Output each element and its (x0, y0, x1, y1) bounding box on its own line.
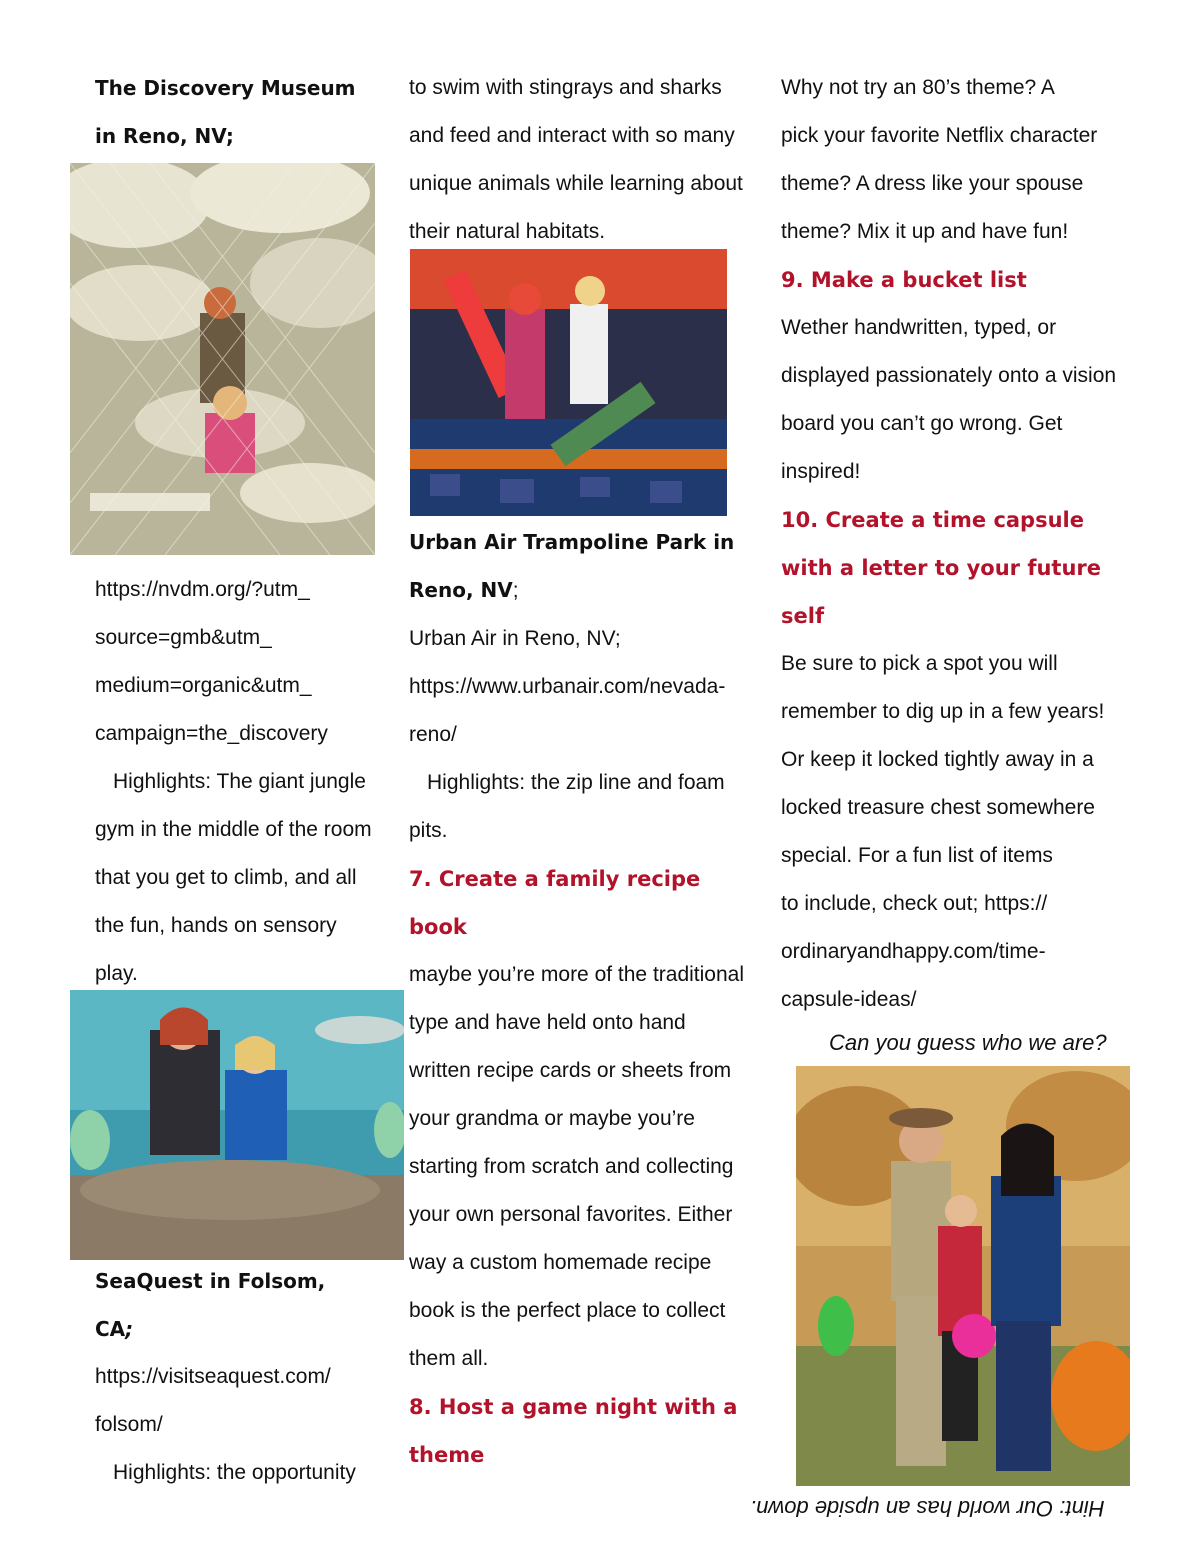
section-7-title-line-1: 7. Create a family recipe (409, 867, 701, 891)
section-9-body-line-1: Wether handwritten, typed, or (781, 316, 1057, 339)
section-9-body-line-4: inspired! (781, 460, 861, 483)
seaquest-continued-line-1: to swim with stingrays and sharks (409, 76, 722, 99)
discovery-highlights-line-1: Highlights: The giant jungle (113, 770, 366, 793)
game-night-line-2: pick your favorite Netflix character (781, 124, 1098, 147)
section-7-body-line-5: starting from scratch and collecting (409, 1155, 734, 1178)
urban-air-details (409, 518, 769, 1479)
section-10-body-line-1: Be sure to pick a spot you will (781, 652, 1058, 675)
seaquest-details (95, 1257, 395, 1497)
seaquest-continued-line-3: unique animals while learning about (409, 172, 743, 195)
seaquest-url-line-1[interactable]: https://visitseaquest.com/ (95, 1365, 331, 1388)
section-10-title-line-3: self (781, 604, 825, 628)
section-9-title: 9. Make a bucket list (781, 268, 1027, 292)
discovery-url-line-3[interactable]: medium=organic&utm_ (95, 674, 312, 697)
column-2-intro (409, 64, 769, 256)
discovery-highlights-line-5: play. (95, 962, 138, 985)
urban-air-heading: Urban Air Trampoline Park in (409, 530, 735, 554)
section-10-body-line-8[interactable]: capsule-ideas/ (781, 988, 917, 1011)
family-costume-photo (796, 1066, 1130, 1486)
section-9-body-line-2: displayed passionately onto a vision (781, 364, 1117, 387)
section-7-title-line-2: book (409, 915, 467, 939)
discovery-url-line-4[interactable]: campaign=the_discovery (95, 722, 328, 745)
photo-caption: Can you guess who we are? (829, 1030, 1107, 1055)
seaquest-highlights: Highlights: the opportunity (113, 1461, 356, 1484)
urban-air-photo (410, 249, 727, 516)
seaquest-heading: SeaQuest in Folsom, (95, 1269, 326, 1293)
section-7-body-line-8: book is the perfect place to collect (409, 1299, 726, 1322)
section-10-body-line-3: Or keep it locked tightly away in a (781, 748, 1094, 771)
column-3 (781, 64, 1141, 1024)
discovery-museum-location: in Reno, NV; (95, 124, 234, 148)
discovery-museum-heading: The Discovery Museum (95, 76, 356, 100)
seaquest-location (95, 1305, 395, 1353)
upside-down-hint: Hint: Our world has an upside down. (750, 1496, 1105, 1521)
seaquest-continued-line-2: and feed and interact with so many (409, 124, 735, 147)
section-8-title-line-2: theme (409, 1443, 485, 1467)
section-10-body-line-5: special. For a fun list of items (781, 844, 1053, 867)
section-9-body-line-3: board you can’t go wrong. Get (781, 412, 1063, 435)
urban-air-highlights-line-2: pits. (409, 819, 448, 842)
section-7-body-line-2: type and have held onto hand (409, 1011, 686, 1034)
discovery-museum-photo (70, 163, 375, 555)
discovery-highlights-line-3: that you get to climb, and all (95, 866, 357, 889)
discovery-url-line-2[interactable]: source=gmb&utm_ (95, 626, 272, 649)
section-7-body-line-7: way a custom homemade recipe (409, 1251, 712, 1274)
section-10-title-line-1: 10. Create a time capsule (781, 508, 1084, 532)
urban-air-line-1: Urban Air in Reno, NV; (409, 627, 621, 650)
discovery-url-line-1[interactable]: https://nvdm.org/?utm_ (95, 578, 310, 601)
section-7-body-line-1: maybe you’re more of the traditional (409, 963, 745, 986)
seaquest-continued-line-4: their natural habitats. (409, 220, 606, 243)
seaquest-url-line-2[interactable]: folsom/ (95, 1413, 163, 1436)
seaquest-state: CA (95, 1317, 126, 1341)
section-10-body-line-4: locked treasure chest somewhere (781, 796, 1095, 819)
discovery-highlights-line-4: the fun, hands on sensory (95, 914, 337, 937)
game-night-line-4: theme? Mix it up and have fun! (781, 220, 1069, 243)
section-10-body-line-2: remember to dig up in a few years! (781, 700, 1105, 723)
seaquest-state-suffix: ; (125, 1317, 134, 1341)
urban-air-url-line-2[interactable]: reno/ (409, 723, 457, 746)
section-7-body-line-4: your grandma or maybe you’re (409, 1107, 695, 1130)
urban-air-url-line-1[interactable]: https://www.urbanair.com/nevada- (409, 675, 726, 698)
urban-air-highlights-line-1: Highlights: the zip line and foam (427, 771, 725, 794)
section-7-body-line-9: them all. (409, 1347, 489, 1370)
seaquest-photo (70, 990, 404, 1260)
urban-air-location (409, 566, 769, 615)
section-10-title-line-2: with a letter to your future (781, 556, 1101, 580)
section-7-body-line-6: your own personal favorites. Either (409, 1203, 733, 1226)
game-night-line-1: Why not try an 80’s theme? A (781, 76, 1055, 99)
section-10-body-line-6[interactable]: to include, check out; https:// (781, 892, 1048, 915)
game-night-line-3: theme? A dress like your spouse (781, 172, 1084, 195)
discovery-museum-details (95, 566, 395, 998)
column-1 (95, 64, 395, 160)
urban-air-location-suffix: ; (512, 579, 519, 602)
section-10-body-line-7[interactable]: ordinaryandhappy.com/time- (781, 940, 1046, 963)
urban-air-location-name: Reno, NV (409, 578, 513, 602)
section-7-body-line-3: written recipe cards or sheets from (409, 1059, 732, 1082)
section-8-title-line-1: 8. Host a game night with a (409, 1395, 738, 1419)
discovery-highlights-line-2: gym in the middle of the room (95, 818, 372, 841)
